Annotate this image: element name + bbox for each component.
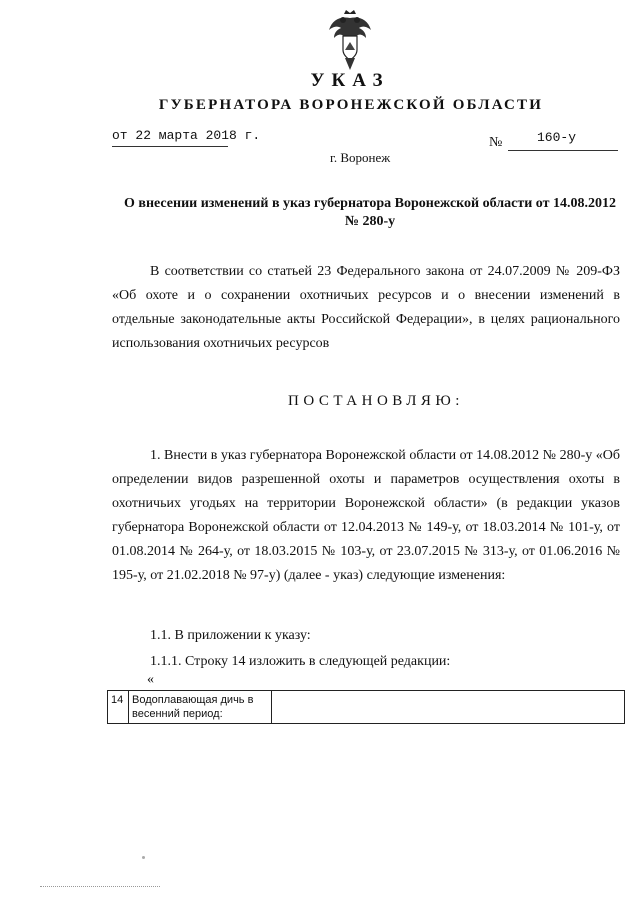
number-underline [508, 150, 618, 151]
item-1-1-1-line: 1.1.1. Строку 14 изложить в следующей редакции: [150, 654, 451, 669]
document-number: 160-у [537, 130, 577, 145]
row-value-cell [272, 691, 625, 724]
scan-artifact-line [40, 886, 160, 887]
item-1-paragraph: 1. Внести в указ губернатора Воронежской области от 14.08.2012 № 280-у «Об определении видов разрешенной охоты и параметров осуществления охоты в охотничьих угодьях на территории Воронежской области» (в редакции указов губернатора Воронежской области от 12.04.2013 № 149-у, от 18.03.2014 № 101-у, от 01.08.2014 № 264-у, от 18.03.2015 № 103-у, от 23.07.2015 № 313-у, от 01.06.2016 № 195-у, от 21.02.2018 № 97-у) (далее - указ) следующие изменения: [112, 448, 620, 583]
date-underline [112, 146, 228, 147]
decree-heading: ПОСТАНОВЛЯЮ: [288, 393, 464, 409]
document-subtitle: ГУБЕРНАТОРА ВОРОНЕЖСКОЙ ОБЛАСТИ [158, 97, 544, 113]
item-1-1-line: 1.1. В приложении к указу: [150, 628, 311, 643]
coat-of-arms-icon [326, 8, 374, 72]
document-city: г. Воронеж [330, 150, 391, 165]
row-name-cell: Водоплавающая дичь в весенний период: [129, 691, 272, 724]
preamble-paragraph: В соответствии со статьей 23 Федерального закона от 24.07.2009 № 209-ФЗ «Об охоте и о сохранении охотничьих ресурсов и о внесении изменений в отдельные законодательные акты Российской Федерации», в целях рационального использования охотничьих ресурсов [112, 264, 620, 351]
number-label: № [489, 135, 503, 150]
scan-artifact-dot [142, 856, 145, 859]
document-title: УКАЗ [310, 70, 390, 91]
table-row [108, 691, 625, 724]
amendment-table [107, 690, 625, 724]
open-quote-mark: « [147, 672, 154, 687]
document-subject: О внесении изменений в указ губернатора Воронежской области от 14.08.2012 № 280-у [124, 196, 616, 229]
row-number-cell: 14 [108, 691, 129, 724]
document-date: от 22 марта 2018 г. [112, 128, 261, 143]
